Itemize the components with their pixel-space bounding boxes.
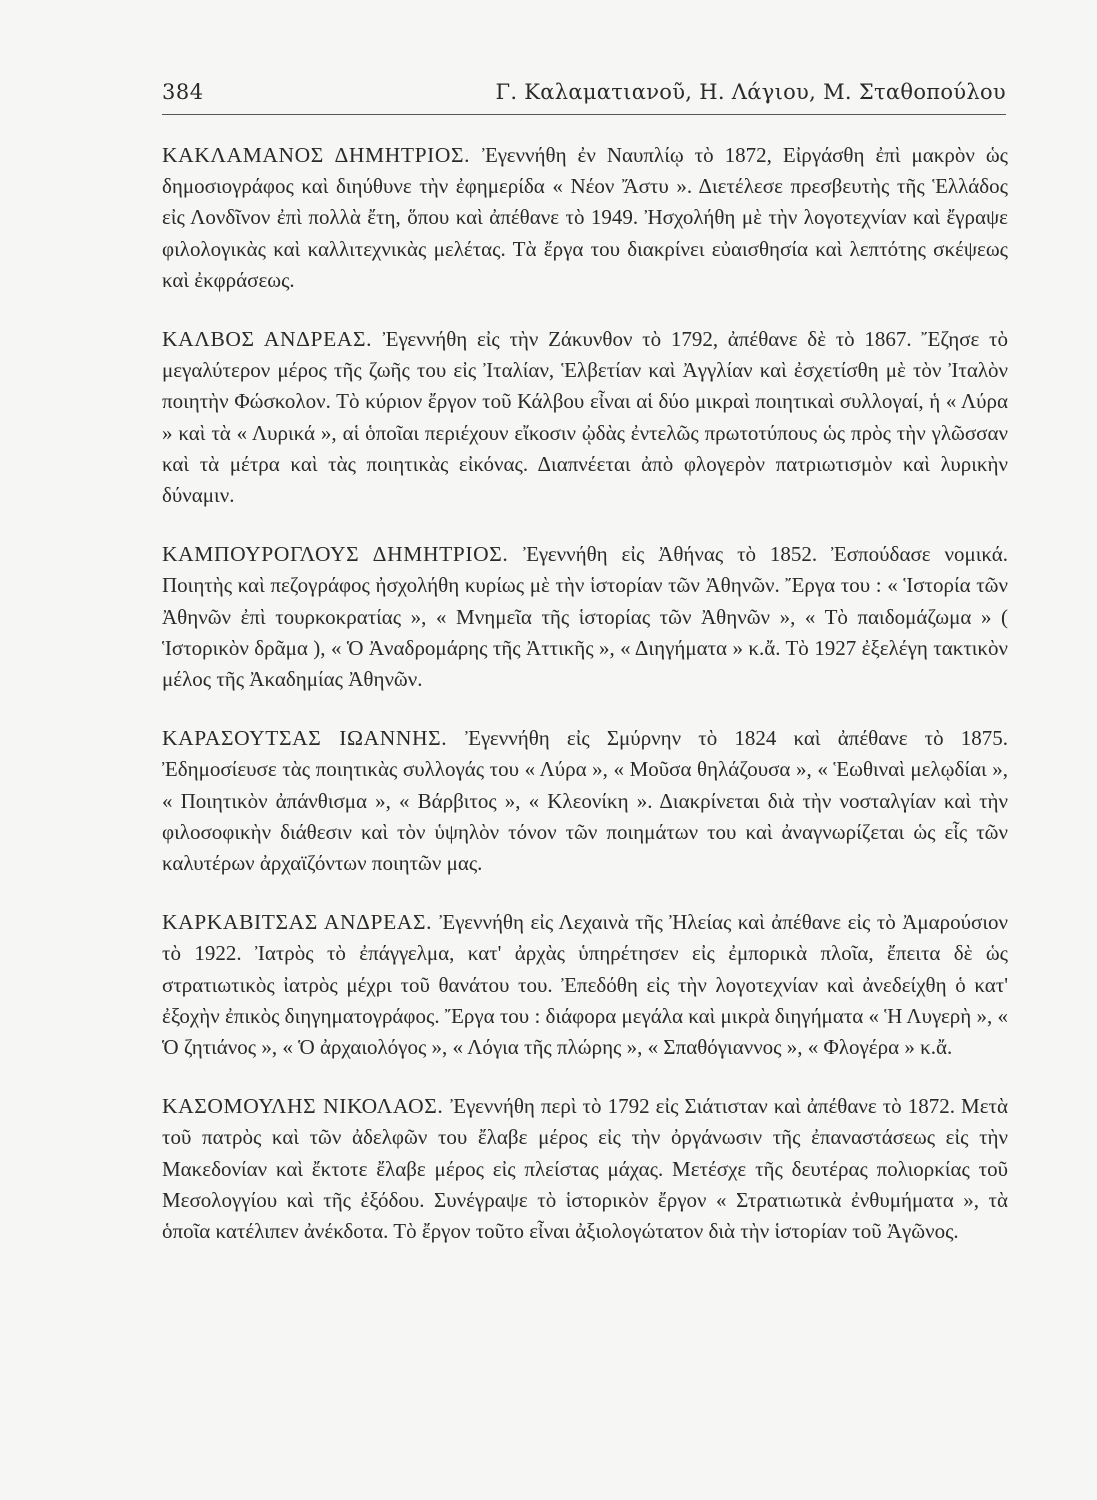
page-header — [162, 74, 1006, 115]
entry — [162, 1091, 1008, 1247]
entry — [162, 723, 1008, 879]
entry — [162, 539, 1008, 695]
entry-name: ΚΑΛΒΟΣ ΑΝΔΡΕΑΣ. — [162, 327, 373, 352]
entry — [162, 140, 1008, 296]
entry-name: ΚΑΚΛΑΜΑΝΟΣ ΔΗΜΗΤΡΙΟΣ. — [162, 143, 471, 167]
entry-text: Ἐγεννήθη ἐν Ναυπλίῳ τὸ 1872, Εἰργάσθη ἐπὶ μακρὸν ὡς δημοσιογράφος καὶ διηύθυνε τὴν ἐφημερίδα « Νέον Ἄστυ ». Διετέλεσε πρεσβευτὴς τῆς Ἑλλάδος εἰς Λονδῖνον ἐπὶ πολλὰ ἔτη, ὅπου καὶ ἀπέθανε τὸ 1949. Ἠσχολήθη μὲ τὴν λογοτεχνίαν καὶ ἔγραψε φιλολογικὰς καὶ καλλιτεχνικὰς μελέτας. Τὰ ἔργα του διακρίνει εὐαισθησία καὶ λεπτότης σκέψεως καὶ ἐκφράσεως. — [162, 143, 1008, 292]
entry-text: Ἐγεννήθη εἰς Σμύρνην τὸ 1824 καὶ ἀπέθανε τὸ 1875. Ἐδημοσίευσε τὰς ποιητικὰς συλλογάς του « Λύρα », « Μοῦσα θηλάζουσα », « Ἑωθιναὶ μελῳδίαι », « Ποιητικὸν ἀπάνθισμα », « Βάρβιτος », « Κλεονίκη ». Διακρίνεται διὰ τὴν νοσταλγίαν καὶ τὴν φιλοσοφικὴν διάθεσιν καὶ τὸν ὑψηλὸν τόνον τῶν ποιημάτων του καὶ ἀναγνωρίζεται ὡς εἷς τῶν καλυτέρων ἀρχαϊζόντων ποιητῶν μας. — [162, 726, 1008, 876]
entry-name: ΚΑΡΑΣΟΥΤΣΑΣ ΙΩΑΝΝΗΣ. — [162, 726, 448, 751]
entry-text: Ἐγεννήθη εἰς τὴν Ζάκυνθον τὸ 1792, ἀπέθανε δὲ τὸ 1867. Ἔζησε τὸ μεγαλύτερον μέρος τῆς ζωῆς του εἰς Ἰταλίαν, Ἑλβετίαν καὶ Ἀγγλίαν καὶ ἐσχετίσθη μὲ τὸν Ἰταλὸν ποιητὴν Φώσκολον. Τὸ κύριον ἔργον τοῦ Κάλβου εἶναι αἱ δύο μικραὶ ποιητικαὶ συλλογαί, ἡ « Λύρα » καὶ τὰ « Λυρικά », αἱ ὁποῖαι περιέχουν εἴκοσιν ᾠδὰς ἐντελῶς πρωτοτύπους ὡς πρὸς τὴν γλῶσσαν καὶ τὰ μέτρα καὶ τὰς ποιητικὰς εἰκόνας. Διαπνέεται ἀπὸ φλογερὸν πατριωτισμὸν καὶ λυρικὴν δύναμιν. — [162, 327, 1008, 508]
entry-text: Ἐγεννήθη περὶ τὸ 1792 εἰς Σιάτισταν καὶ ἀπέθανε τὸ 1872. Μετὰ τοῦ πατρὸς καὶ τῶν ἀδελφῶν του ἔλαβε μέρος εἰς τὴν ὀργάνωσιν τῆς ἐπαναστάσεως εἰς τὴν Μακεδονίαν καὶ ἔκτοτε ἔλαβε μέρος εἰς πλείστας μάχας. Μετέσχε τῆς δευτέρας πολιορκίας τοῦ Μεσολογγίου καὶ τῆς ἐξόδου. Συνέγραψε τὸ ἱστορικὸν ἔργον « Στρατιωτικὰ ἐνθυμήματα », τὰ ὁποῖα κατέλιπεν ἀνέκδοτα. Τὸ ἔργον τοῦτο εἶναι ἀξιολογώτατον διὰ τὴν ἱστορίαν τοῦ Ἀγῶνος. — [162, 1094, 1008, 1244]
page-number: 384 — [162, 80, 204, 104]
entry — [162, 324, 1008, 511]
biographical-entries — [162, 140, 1008, 1275]
entry — [162, 907, 1008, 1063]
entry-name: ΚΑΡΚΑΒΙΤΣΑΣ ΑΝΔΡΕΑΣ. — [162, 910, 433, 935]
entry-text: Ἐγεννήθη εἰς Ἀθήνας τὸ 1852. Ἐσπούδασε νομικά. Ποιητὴς καὶ πεζογράφος ἠσχολήθη κυρίως μὲ τὴν ἱστορίαν τῶν Ἀθηνῶν. Ἔργα του : « Ἱστορία τῶν Ἀθηνῶν ἐπὶ τουρκοκρατίας », « Μνημεῖα τῆς ἱστορίας τῶν Ἀθηνῶν », « Τὸ παιδομάζωμα » ( Ἱστορικὸν δρᾶμα ), « Ὁ Ἀναδρομάρης τῆς Ἀττικῆς », « Διηγήματα » κ.ἄ. Τὸ 1927 ἐξελέγη τακτικὸν μέλος τῆς Ἀκαδημίας Ἀθηνῶν. — [162, 542, 1009, 692]
entry-name: ΚΑΜΠΟΥΡΟΓΛΟΥΣ ΔΗΜΗΤΡΙΟΣ. — [162, 542, 509, 567]
entry-text: Ἐγεννήθη εἰς Λεχαινὰ τῆς Ἠλείας καὶ ἀπέθανε εἰς τὸ Ἀμαρούσιον τὸ 1922. Ἰατρὸς τὸ ἐπάγγελμα, κατ' ἀρχὰς ὑπηρέτησεν εἰς ἐμπορικὰ πλοῖα, ἔπειτα δὲ ὡς στρατιωτικὸς ἰατρὸς μέχρι τοῦ θανάτου του. Ἐπεδόθη εἰς τὴν λογοτεχνίαν καὶ ἀνεδείχθη ὁ κατ' ἐξοχὴν ἐπικὸς διηγηματογράφος. Ἔργα του : διάφορα μεγάλα καὶ μικρὰ διηγήματα « Ἡ Λυγερὴ », « Ὁ ζητιάνος », « Ὁ ἀρχαιολόγος », « Λόγια τῆς πλώρης », « Σπαθόγιαννος », « Φλογέρα » κ.ἄ. — [162, 910, 1009, 1060]
running-head: Γ. Καλαματιανοῦ, Η. Λάγιου, Μ. Σταθοπούλου — [495, 80, 1006, 104]
entry-name: ΚΑΣΟΜΟΥΛΗΣ ΝΙΚΟΛΑΟΣ. — [162, 1094, 444, 1119]
